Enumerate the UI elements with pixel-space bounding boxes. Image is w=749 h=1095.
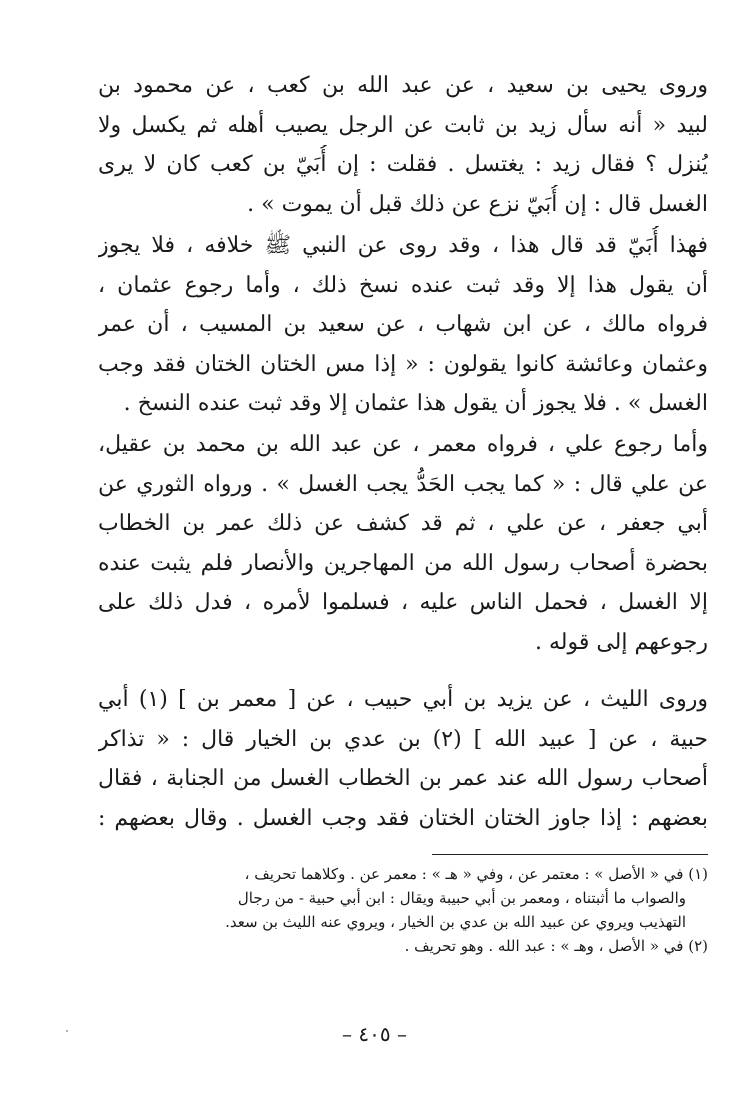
text-line: وروى الليث ، عن يزيد بن أبي حبيب ، عن [ معمر بن ] (١) أبي [98,687,708,712]
text-line: أبي جعفر ، عن علي ، ثم قد كشف عن ذلك عمر بن الخطاب [98,511,708,536]
text-line: لبيد « أنه سأل زيد بن ثابت عن الرجل يصيب أهله ثم يكسل ولا [98,112,708,138]
paragraph-4 [98,680,708,838]
text-line: بحضرة أصحاب رسول الله من المهاجرين والأنصار فلم يثبت عنده [98,550,708,576]
text-line: فهذا أُبَيّ قد قال هذا ، وقد روى عن النبي ﷺ خلافه ، فلا يجوز [98,233,708,258]
footnote-line: التهذيب ويروي عن عبيد الله بن عدي بن الخيار ، ويروي عنه الليث بن سعد. [225,913,686,931]
paragraph-2 [98,226,708,424]
footnote-line: (٢) في « الأصل ، وهـ » : عبد الله . وهو تحريف . [404,937,708,955]
text-line: الغسل قال : إن أُبَيّ نزع عن ذلك قبل أن يموت » . [247,191,708,217]
paragraph-1 [98,66,708,224]
text-line: وروى يحيى بن سعيد ، عن عبد الله بن كعب ، عن محمود بن [98,73,708,98]
footnote-line: والصواب ما أثبتناه ، ومعمر بن أبي حبيبة ويقال : ابن أبي حبية - من رجال [237,889,686,907]
text-line: بعضهم : إذا جاوز الختان الختان فقد وجب الغسل . وقال بعضهم : [98,805,708,831]
text-line: رجوعهم إلى قوله . [534,629,708,655]
page-number: – ٤٠٥ – [342,1022,407,1046]
text-line: وأما رجوع علي ، فرواه معمر ، عن عبد الله بن محمد بن عقيل، [98,432,708,457]
text-line: أصحاب رسول الله عند عمر بن الخطاب الغسل من الجنابة ، فقال [98,766,708,791]
text-line: يُنزل ؟ فقال زيد : يغتسل . فقلت : إن أُبَيّ بن كعب كان لا يرى [98,152,708,177]
footnote-line: (١) في « الأصل » : معتمر عن ، وفي « هـ » : معمر عن . وكلاهما تحريف ، [244,865,708,883]
text-line: إلا الغسل ، فحمل الناس عليه ، فسلموا لأمره ، فدل ذلك على [98,590,708,615]
footnote-separator [432,854,708,855]
text-line: حبية ، عن [ عبيد الله ] (٢) بن عدي بن الخيار قال : « تذاكر [98,726,708,752]
text-line: وعثمان وعائشة كانوا يقولون : « إذا مس الختان الختان فقد وجب [98,351,708,377]
text-line: عن علي قال : « كما يجب الحَدُّ يجب الغسل » . ورواه الثوري عن [98,471,708,497]
paragraph-3 [98,425,708,662]
text-line: فرواه مالك ، عن ابن شهاب ، عن سعيد بن المسيب ، أن عمر [98,312,708,337]
text-line: أن يقول هذا إلا وقد ثبت عنده نسخ ذلك ، وأما رجوع عثمان ، [98,272,708,298]
footnotes [98,862,708,958]
text-line: الغسل » . فلا يجوز أن يقول هذا عثمان إلا وقد ثبت عنده النسخ . [123,391,708,416]
margin-dot [66,1030,68,1032]
